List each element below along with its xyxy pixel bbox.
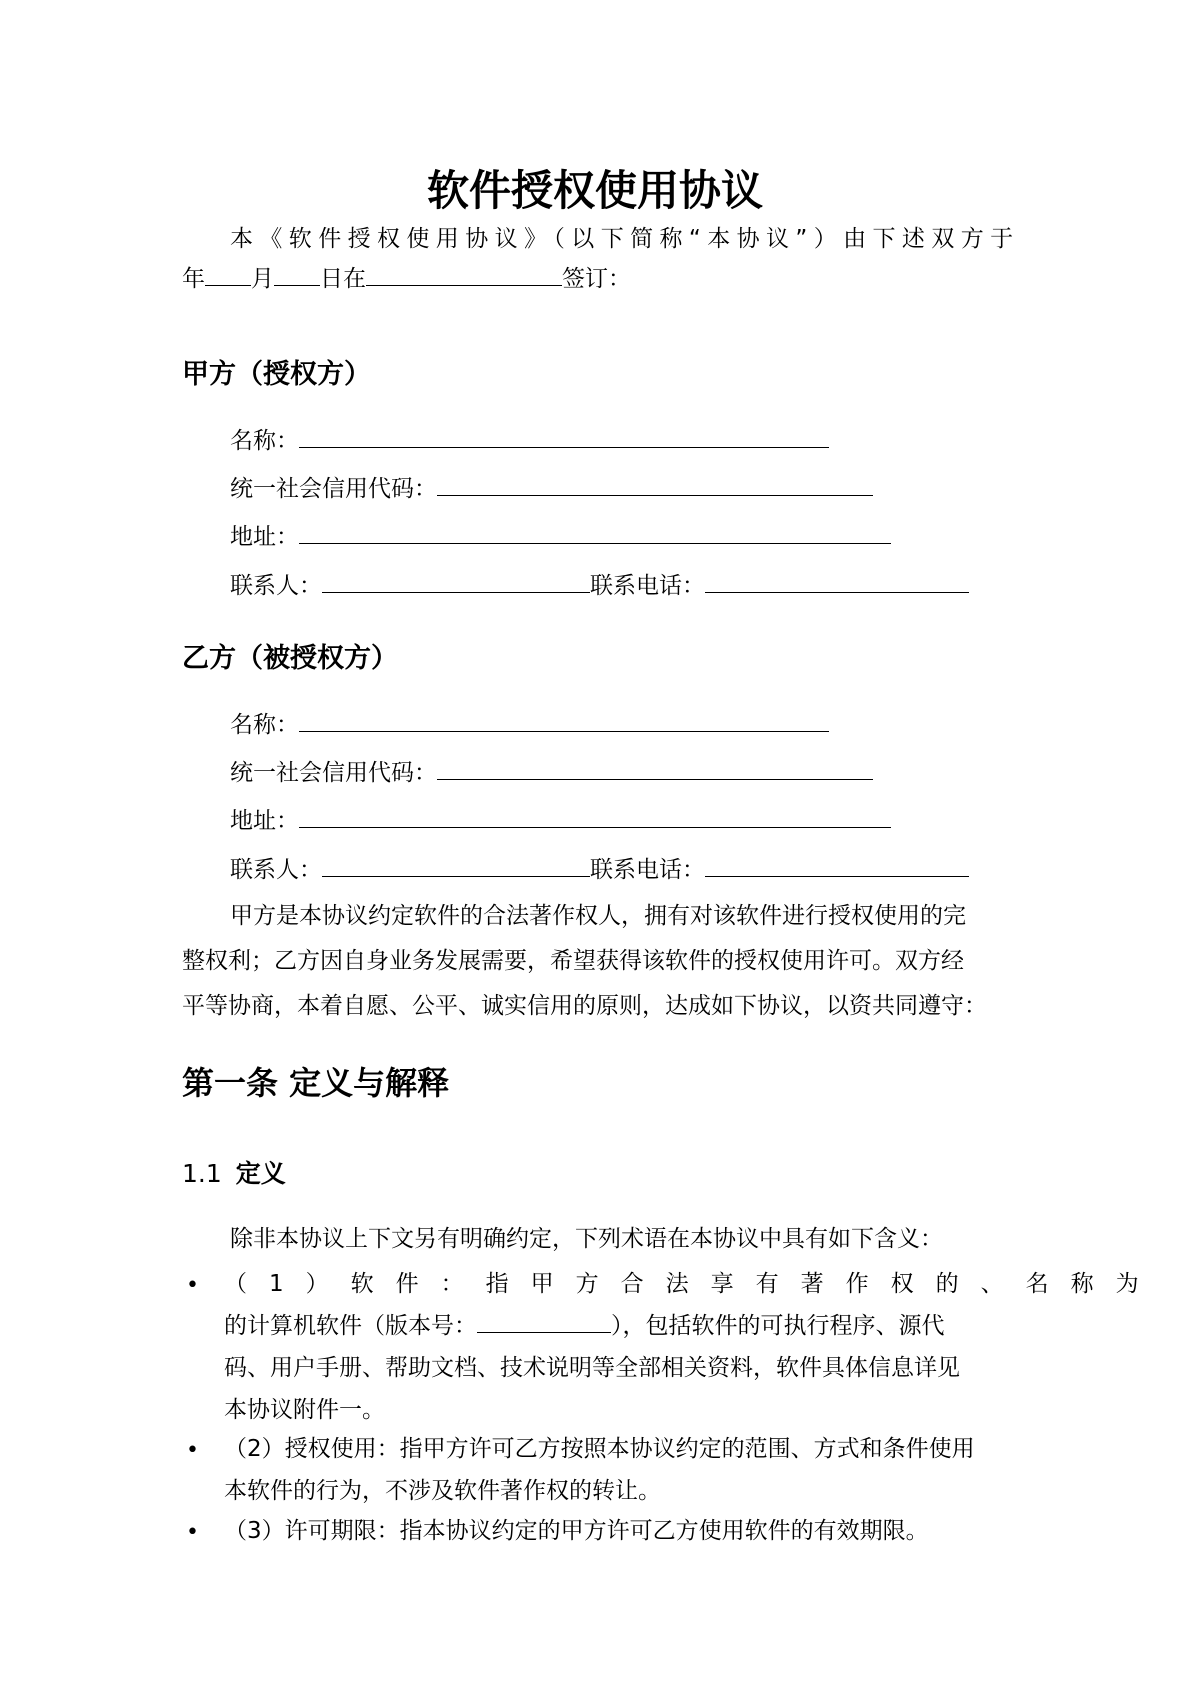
party-a-name-label: 名称： (230, 428, 299, 454)
party-a-address-row (230, 517, 891, 555)
party-b-address-field[interactable] (299, 801, 891, 828)
section-1-1-heading (182, 1154, 286, 1194)
signed-label: 签订： (562, 266, 631, 292)
party-b-code-row (230, 753, 873, 791)
party-b-phone-field[interactable] (705, 850, 969, 877)
party-a-name-field[interactable] (299, 421, 829, 448)
party-b-phone-label: 联系电话： (590, 857, 705, 883)
version-number-field[interactable] (477, 1306, 611, 1333)
day-location-label: 日在 (320, 266, 366, 292)
preamble-line-2: 整权利；乙方因自身业务发展需要，希望获得该软件的授权使用许可。双方经 (182, 948, 964, 974)
section-intro: 除非本协议上下文另有明确约定，下列术语在本协议中具有如下含义： (230, 1226, 943, 1252)
party-b-code-field[interactable] (437, 753, 873, 780)
bullet-marker: • (186, 1438, 199, 1463)
party-a-phone-label: 联系电话： (590, 573, 705, 599)
item-2-line-1: （2）授权使用：指甲方许可乙方按照本协议约定的范围、方式和条件使用 (224, 1436, 975, 1462)
party-a-code-label: 统一社会信用代码： (230, 476, 437, 502)
party-a-phone-field[interactable] (705, 566, 969, 593)
month-blank[interactable] (205, 259, 251, 286)
party-a-contact-label: 联系人： (230, 573, 322, 599)
item-3-line-1: （3）许可期限：指本协议约定的甲方许可乙方使用软件的有效期限。 (224, 1518, 929, 1544)
party-a-name-row (230, 421, 829, 459)
preamble-line-1: 甲方是本协议约定软件的合法著作权人，拥有对该软件进行授权使用的完 (230, 903, 966, 929)
day-blank[interactable] (274, 259, 320, 286)
item-1-line-4: 本协议附件一。 (224, 1397, 385, 1423)
section-title: 定义 (235, 1159, 286, 1188)
party-a-contact-row (230, 566, 969, 604)
party-b-address-label: 地址： (230, 808, 299, 834)
item-1-line-2-text: 的计算机软件（版本号： (224, 1313, 477, 1339)
document-title: 软件授权使用协议 (426, 166, 763, 215)
bullet-marker: • (186, 1273, 199, 1298)
party-b-name-row (230, 705, 829, 743)
party-a-code-row (230, 469, 873, 507)
month-label: 月 (251, 266, 274, 292)
item-1-line-1: （1）软件：指甲方合法享有著作权的、名称为 (224, 1271, 1161, 1297)
party-b-name-field[interactable] (299, 705, 829, 732)
party-b-contact-field[interactable] (322, 850, 590, 877)
party-b-code-label: 统一社会信用代码： (230, 760, 437, 786)
intro-line-2 (182, 259, 631, 297)
location-blank[interactable] (366, 259, 562, 286)
item-1-line-2 (224, 1306, 945, 1347)
party-a-address-label: 地址： (230, 524, 299, 550)
intro-line-1: 本《软件授权使用协议》（以下简称“本协议”）由下述双方于 (230, 226, 1020, 252)
item-1-line-3: 码、用户手册、帮助文档、技术说明等全部相关资料，软件具体信息详见 (224, 1355, 960, 1381)
party-b-heading: 乙方（被授权方） (182, 643, 398, 674)
item-1-line-2-text-end: ），包括软件的可执行程序、源代 (611, 1313, 945, 1339)
party-a-heading: 甲方（授权方） (182, 359, 371, 390)
party-a-address-field[interactable] (299, 517, 891, 544)
item-2-line-2: 本软件的行为，不涉及软件著作权的转让。 (224, 1478, 661, 1504)
article-1-heading: 第一条 定义与解释 (182, 1064, 450, 1102)
bullet-marker: • (186, 1520, 199, 1545)
year-label: 年 (182, 266, 205, 292)
party-b-contact-label: 联系人： (230, 857, 322, 883)
party-b-name-label: 名称： (230, 712, 299, 738)
section-number: 1.1 (182, 1159, 222, 1188)
party-b-contact-row (230, 850, 969, 888)
party-a-code-field[interactable] (437, 469, 873, 496)
party-a-contact-field[interactable] (322, 566, 590, 593)
party-b-address-row (230, 801, 891, 839)
preamble-line-3: 平等协商，本着自愿、公平、诚实信用的原则，达成如下协议，以资共同遵守： (182, 993, 987, 1019)
